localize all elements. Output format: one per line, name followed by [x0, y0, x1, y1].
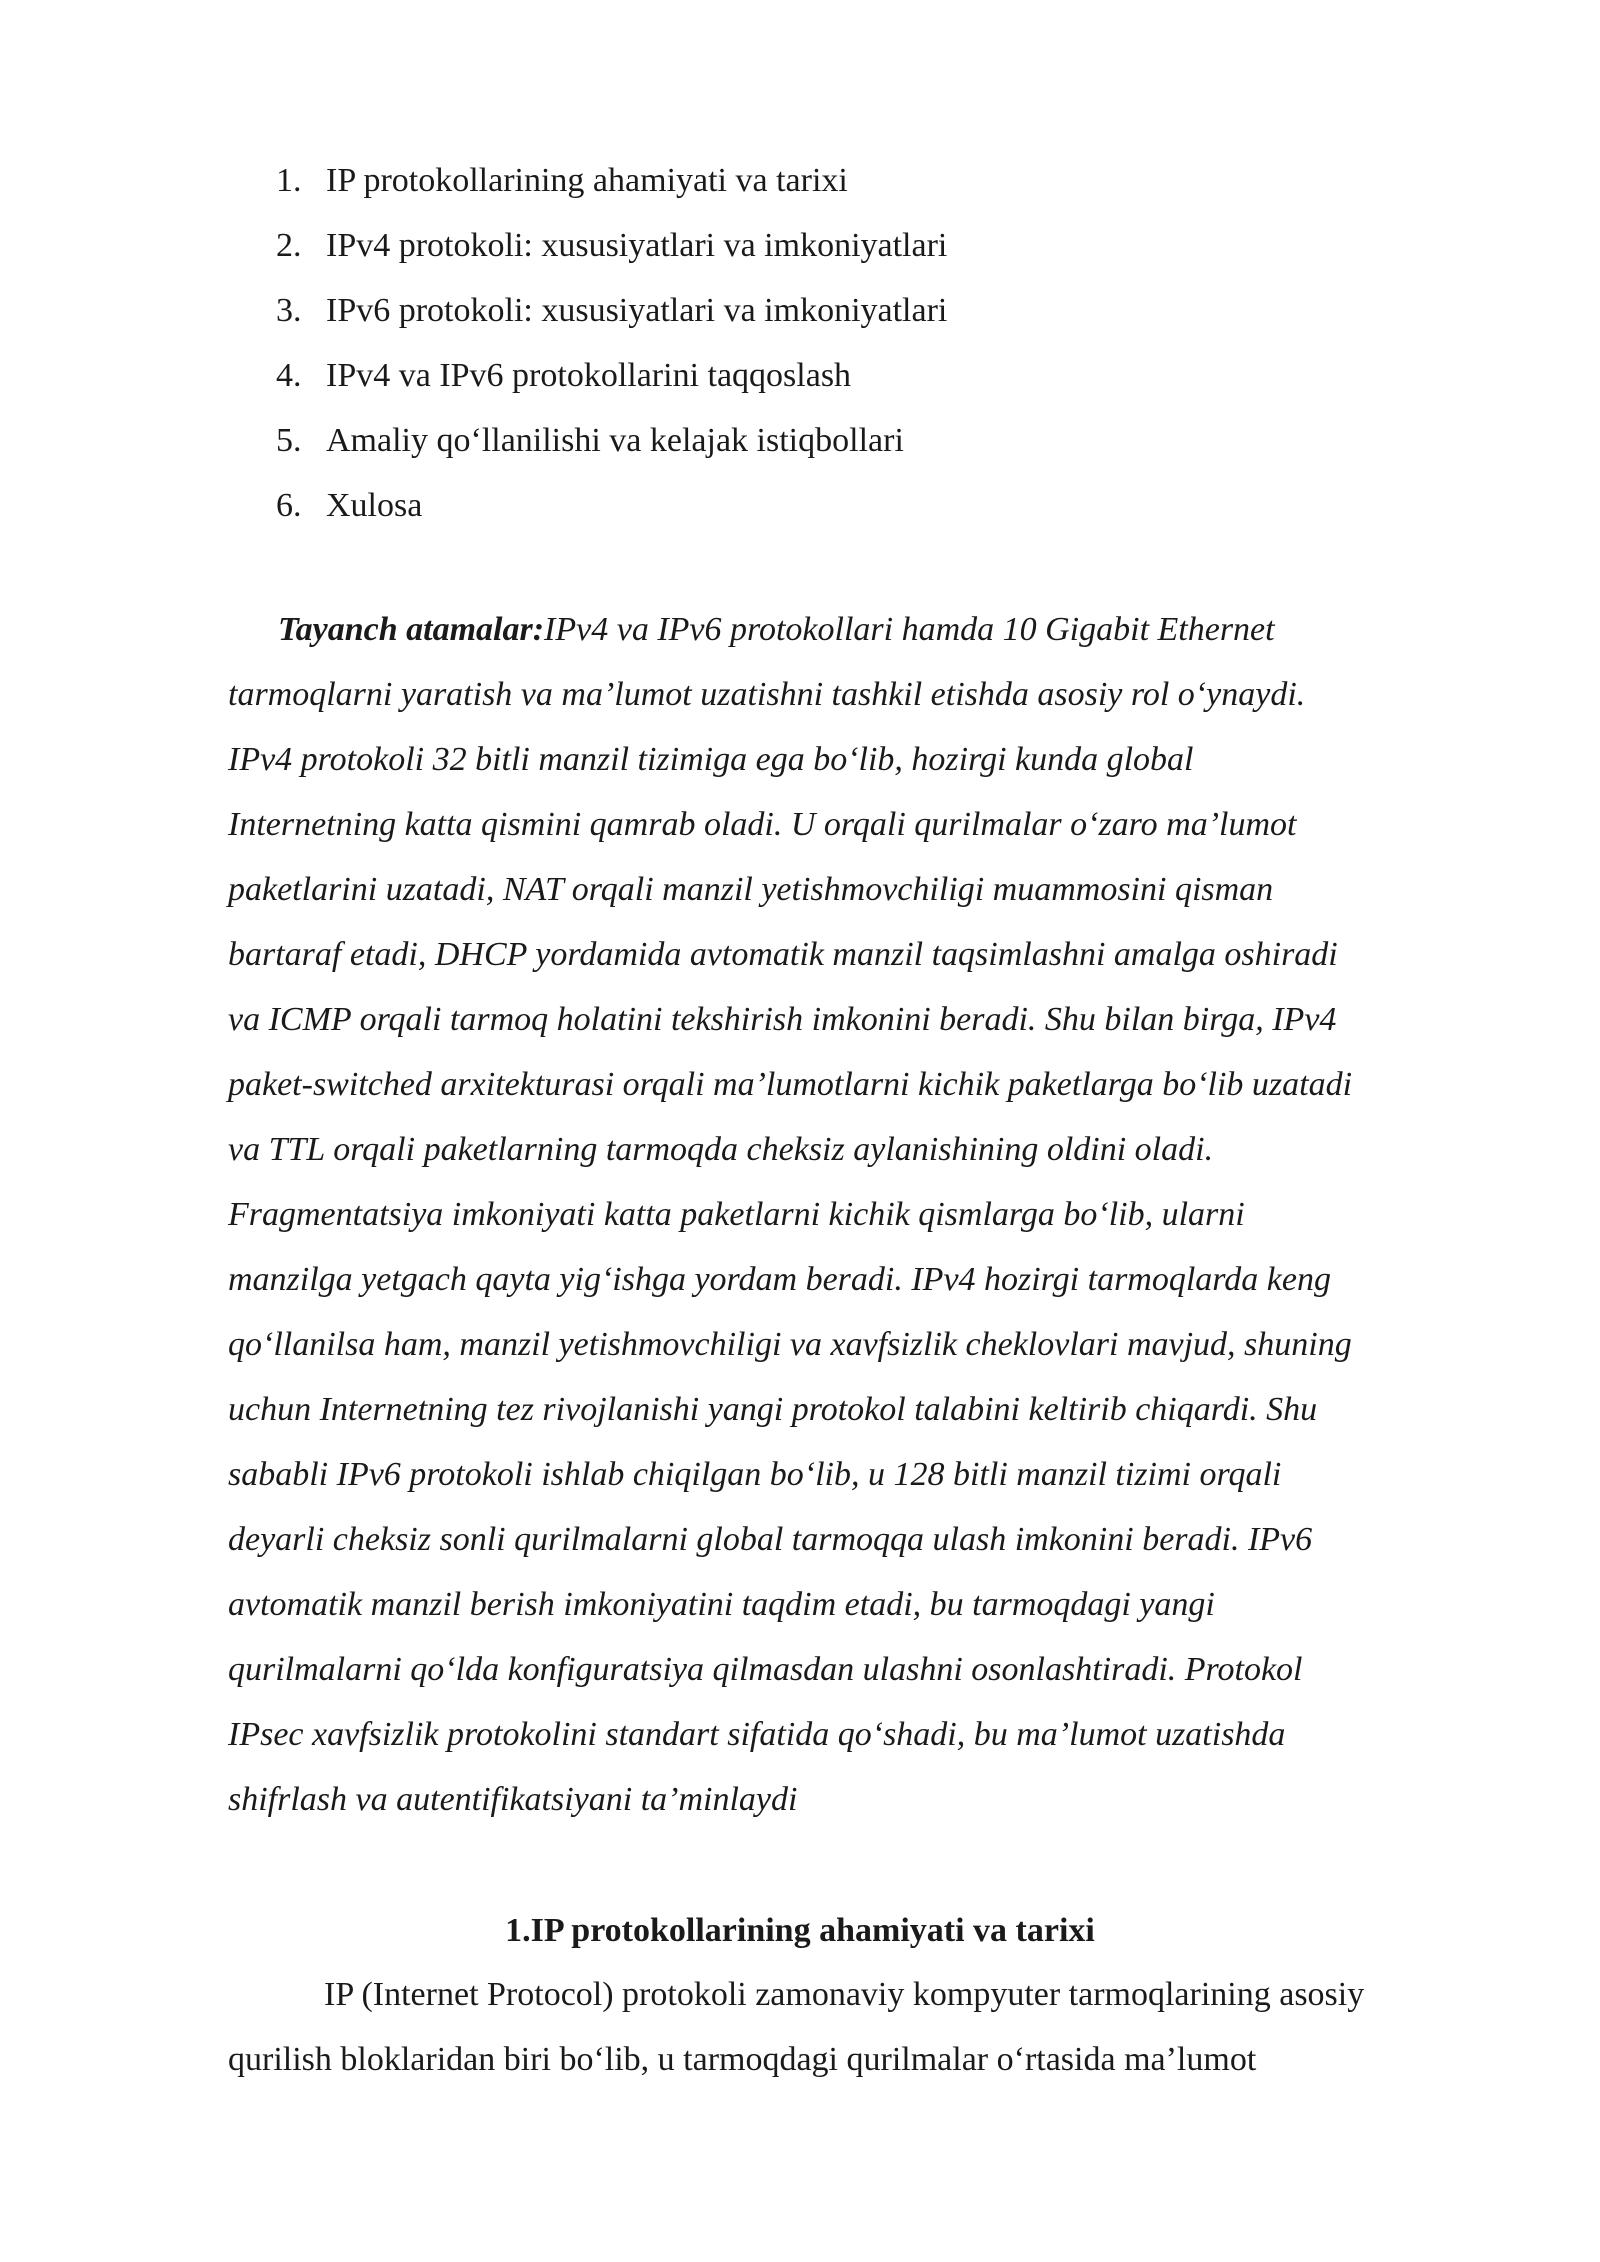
paragraph-line: avtomatik manzil berish imkoniyatini taqdim etadi, bu tarmoqdagi yangi — [228, 1586, 1215, 1623]
paragraph-line: sababli IPv6 protokoli ishlab chiqilgan bo‘lib, u 128 bitli manzil tizimi orqali — [228, 1456, 1282, 1493]
section-paragraph — [228, 1962, 1490, 2092]
toc-item-text: IPv6 protokoli: xususiyatlari va imkoniyatlari — [326, 292, 948, 329]
key-terms-paragraph — [228, 597, 1490, 1832]
paragraph-line: paket-switched arxitekturasi orqali ma’lumotlarni kichik paketlarga bo‘lib uzatadi — [228, 1066, 1353, 1103]
toc-item-text: IPv4 protokoli: xususiyatlari va imkoniyatlari — [326, 227, 948, 264]
toc-item-number: 2. — [276, 227, 302, 264]
toc-item-text: IP protokollarining ahamiyati va tarixi — [326, 162, 848, 199]
paragraph-line: IPv4 protokoli 32 bitli manzil tizimiga ega bo‘lib, hozirgi kunda global — [228, 741, 1194, 778]
toc-item-text: Amaliy qo‘llanilishi va kelajak istiqbollari — [326, 422, 904, 459]
paragraph-line: qurilish bloklaridan biri bo‘lib, u tarmoqdagi qurilmalar o‘rtasida ma’lumot — [228, 2041, 1257, 2078]
paragraph-line — [228, 597, 1490, 662]
toc-item-text: Xulosa — [326, 487, 423, 524]
paragraph-line: qo‘llanilsa ham, manzil yetishmovchiligi va xavfsizlik cheklovlari mavjud, shuning — [228, 1326, 1352, 1363]
toc-item — [276, 278, 947, 343]
toc-item — [276, 408, 947, 473]
toc-item-text: IPv4 va IPv6 protokollarini taqqoslash — [326, 357, 852, 394]
toc-item-number: 5. — [276, 422, 302, 459]
toc-item-number: 6. — [276, 487, 302, 524]
paragraph-line: IP (Internet Protocol) protokoli zamonaviy kompyuter tarmoqlarining asosiy — [324, 1976, 1365, 2013]
paragraph-line-text: IPv4 va IPv6 protokollari hamda 10 Gigabit Ethernet — [544, 611, 1275, 648]
paragraph-line: tarmoqlarni yaratish va ma’lumot uzatishni tashkil etishda asosiy rol o‘ynaydi. — [228, 676, 1306, 713]
toc-item — [276, 213, 947, 278]
paragraph-line: IPsec xavfsizlik protokolini standart sifatida qo‘shadi, bu ma’lumot uzatishda — [228, 1716, 1286, 1753]
paragraph-line: qurilmalarni qo‘lda konfiguratsiya qilmasdan ulashni osonlashtiradi. Protokol — [228, 1651, 1303, 1688]
paragraph-line: Internetning katta qismini qamrab oladi. U orqali qurilmalar o‘zaro ma’lumot — [228, 806, 1297, 843]
paragraph-line: deyarli cheksiz sonli qurilmalarni global tarmoqqa ulash imkonini beradi. IPv6 — [228, 1521, 1313, 1558]
paragraph-line: manzilga yetgach qayta yig‘ishga yordam beradi. IPv4 hozirgi tarmoqlarda keng — [228, 1261, 1331, 1298]
paragraph-line: Fragmentatsiya imkoniyati katta paketlarni kichik qismlarga bo‘lib, ularni — [228, 1196, 1245, 1233]
paragraph-line: shifrlash va autentifikatsiyani ta’minlaydi — [228, 1781, 798, 1818]
paragraph-line: uchun Internetning tez rivojlanishi yangi protokol talabini keltirib chiqardi. Shu — [228, 1391, 1318, 1428]
toc-item — [276, 343, 947, 408]
section-heading: 1.IP protokollarining ahamiyati va tarixi — [505, 1912, 1095, 1949]
toc-item-number: 1. — [276, 162, 302, 199]
table-of-contents — [276, 148, 947, 538]
toc-item — [276, 473, 947, 538]
paragraph-line: va ICMP orqali tarmoq holatini tekshirish imkonini beradi. Shu bilan birga, IPv4 — [228, 1001, 1337, 1038]
key-terms-label: Tayanch atamalar: — [278, 611, 545, 648]
toc-item — [276, 148, 947, 213]
toc-item-number: 3. — [276, 292, 302, 329]
paragraph-line: paketlarini uzatadi, NAT orqali manzil yetishmovchiligi muammosini qisman — [228, 871, 1274, 908]
toc-item-number: 4. — [276, 357, 302, 394]
paragraph-line: va TTL orqali paketlarning tarmoqda cheksiz aylanishining oldini oladi. — [228, 1131, 1214, 1168]
paragraph-line: bartaraf etadi, DHCP yordamida avtomatik manzil taqsimlashni amalga oshiradi — [228, 936, 1338, 973]
